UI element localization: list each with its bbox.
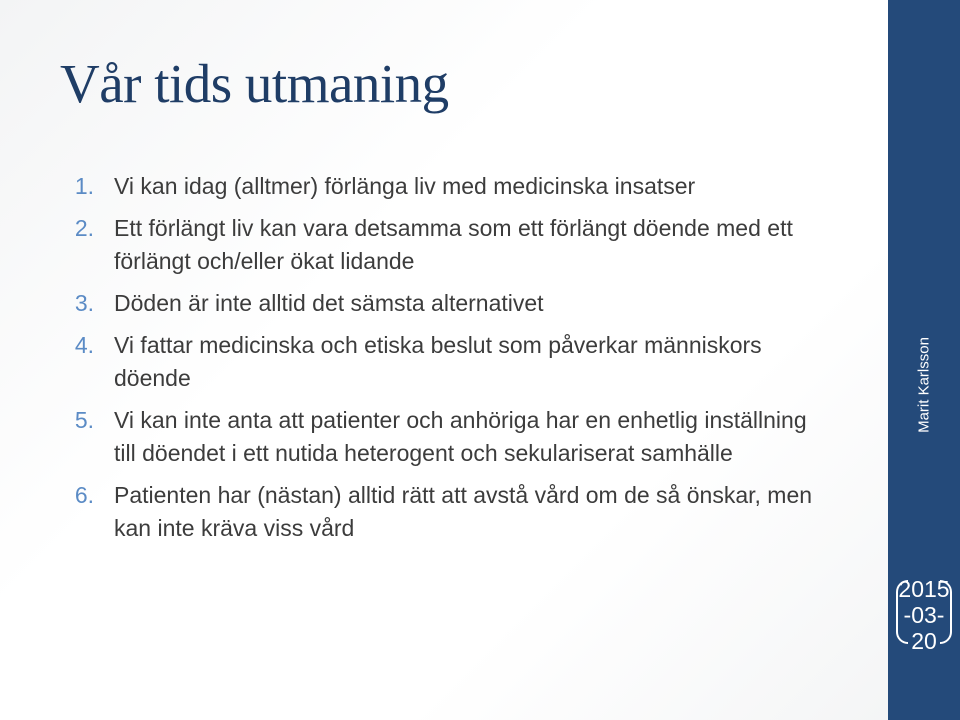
list-item <box>60 404 820 470</box>
list-item-text: Vi kan inte anta att patienter och anhöriga har en enhetlig inställning till döendet i ett nutida heterogent och sekulariserat samhälle <box>114 407 807 466</box>
list-item-number: 1. <box>74 173 94 199</box>
list-item <box>60 329 820 395</box>
author-name: Marit Karlsson <box>915 337 933 433</box>
date-month: -03- <box>903 602 945 628</box>
list-item-number: 6. <box>74 482 94 508</box>
list-item-number: 5. <box>74 407 94 433</box>
list-item <box>60 479 820 545</box>
list-item-text: Ett förlängt liv kan vara detsamma som ett förlängt döende med ett förlängt och/eller ökat lidande <box>114 215 793 274</box>
date-year: 2015 <box>898 576 950 602</box>
list-item-number: 2. <box>74 215 94 241</box>
list-item-number: 4. <box>74 332 94 358</box>
date-badge <box>894 576 954 658</box>
list-item <box>60 212 820 278</box>
date-day: 20 <box>911 628 937 654</box>
list-item-text: Döden är inte alltid det sämsta alternativet <box>114 290 544 316</box>
list-item-text: Patienten har (nästan) alltid rätt att avstå vård om de så önskar, men kan inte kräva viss vård <box>114 482 813 541</box>
list-item-text: Vi fattar medicinska och etiska beslut som påverkar människors döende <box>114 332 762 391</box>
numbered-list <box>60 170 820 554</box>
list-item-text: Vi kan idag (alltmer) förlänga liv med medicinska insatser <box>114 173 696 199</box>
list-item <box>60 287 820 320</box>
list-item-number: 3. <box>74 290 94 316</box>
slide-title: Vår tids utmaning <box>60 53 449 114</box>
list-item <box>60 170 820 203</box>
